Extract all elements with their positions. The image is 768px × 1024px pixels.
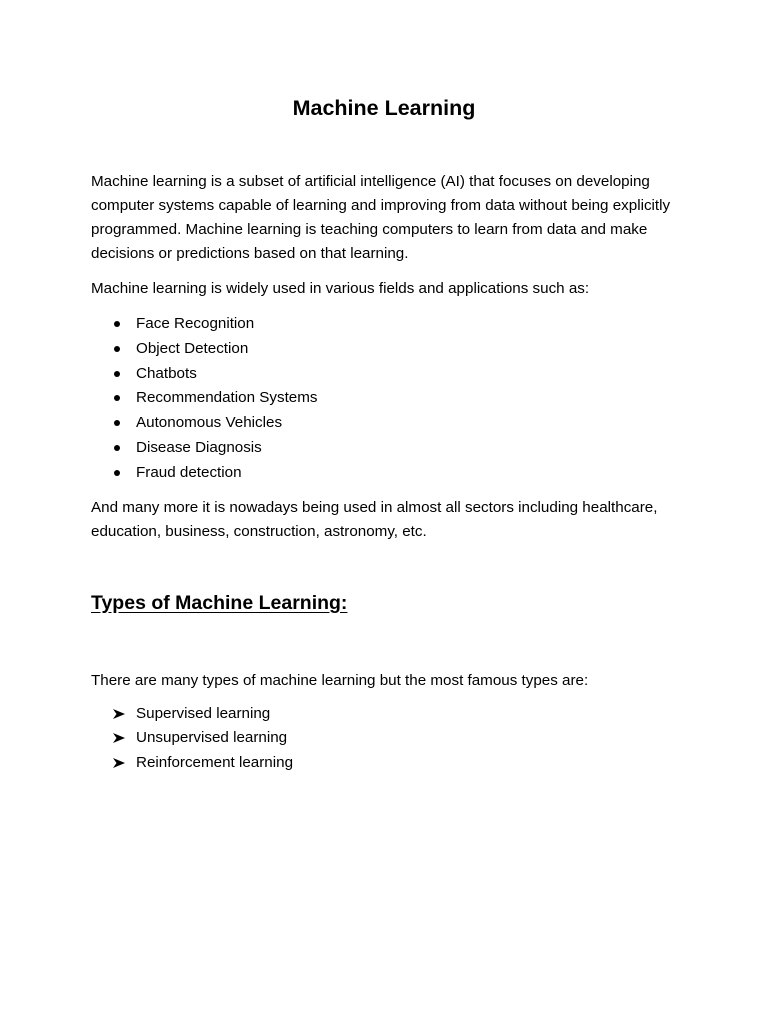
bullet-dot-icon	[114, 321, 120, 327]
arrowhead-right-icon	[112, 732, 126, 744]
types-intro: There are many types of machine learning but the most famous types are:	[91, 671, 589, 689]
list-item	[91, 461, 681, 486]
bullet-dot-icon	[114, 371, 120, 377]
list-item-text: Fraud detection	[136, 463, 242, 481]
bullet-dot-icon	[114, 470, 120, 476]
list-item-text: Recommendation Systems	[136, 389, 318, 407]
list-item	[91, 726, 681, 751]
list-item	[91, 436, 681, 461]
list-item	[91, 312, 681, 337]
intro-paragraph: Machine learning is a subset of artificial intelligence (AI) that focuses on developing computer systems capable of learning and improving from data without being explicitly programmed. Machine learning is teaching computers to learn from data and make decisions or predictions based on that learning.	[91, 173, 671, 262]
list-item	[91, 386, 681, 411]
arrowhead-right-icon	[112, 757, 126, 769]
list-item	[91, 411, 681, 436]
list-item	[91, 362, 681, 387]
list-item-text: Chatbots	[136, 364, 197, 382]
list-item-text: Disease Diagnosis	[136, 438, 262, 456]
document-content	[91, 93, 681, 775]
list-item-text: Reinforcement learning	[136, 753, 294, 771]
arrowhead-right-icon	[112, 708, 126, 720]
list-item	[91, 751, 681, 776]
list-item-text: Face Recognition	[136, 315, 255, 332]
sectors-paragraph: And many more it is nowadays being used in almost all sectors including healthcare, education, business, construction, astronomy, etc.	[91, 498, 658, 540]
list-item	[91, 337, 681, 362]
bullet-dot-icon	[114, 445, 120, 451]
bullet-dot-icon	[114, 420, 120, 426]
types-list	[91, 702, 681, 776]
list-item-text: Supervised learning	[136, 704, 271, 722]
applications-intro: Machine learning is widely used in various fields and applications such as:	[91, 280, 590, 297]
bullet-dot-icon	[114, 346, 120, 352]
list-item	[91, 702, 681, 727]
document-title: Machine Learning	[292, 96, 476, 120]
types-heading: Types of Machine Learning:	[91, 591, 348, 614]
list-item-text: Object Detection	[136, 339, 249, 357]
list-item-text: Unsupervised learning	[136, 729, 288, 747]
bullet-dot-icon	[114, 395, 120, 401]
list-item-text: Autonomous Vehicles	[136, 414, 283, 432]
applications-list	[91, 312, 681, 486]
